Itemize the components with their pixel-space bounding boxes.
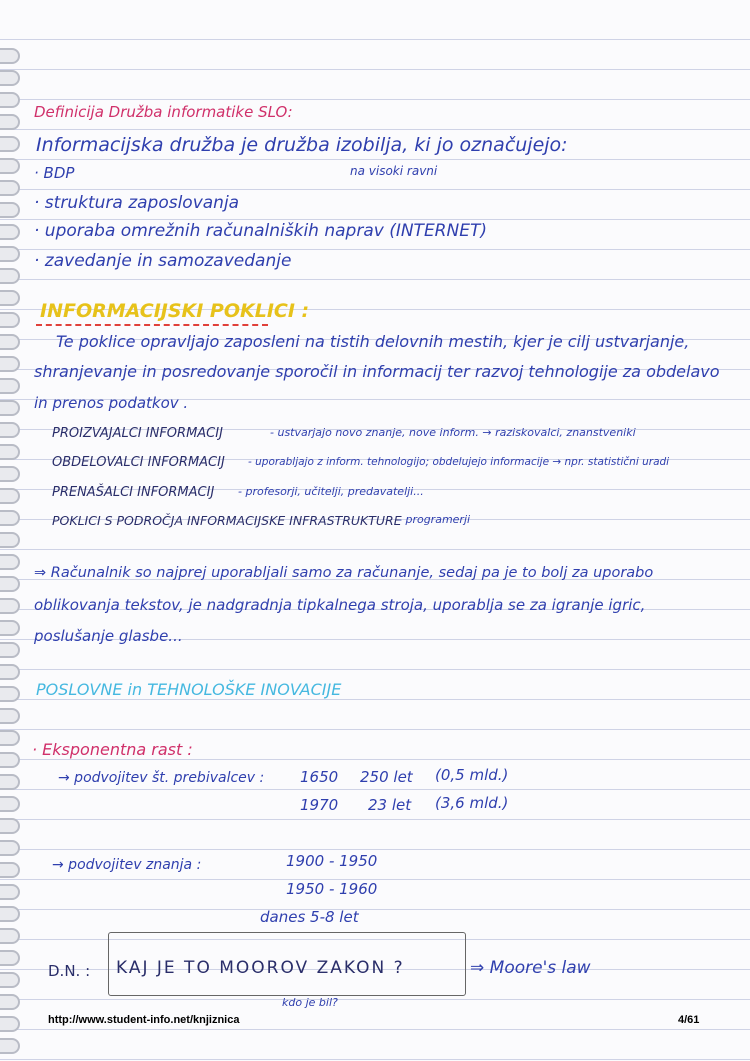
bullet-uporaba: · uporaba omrežnih računalniških naprav (INTERNET) (34, 221, 487, 241)
racunalnik-line-1: ⇒ Računalnik so najprej uporabljali samo za računanje, sedaj pa je to bolj za uporabo (34, 565, 654, 581)
binding-ring (0, 136, 20, 152)
binding-ring (0, 994, 20, 1010)
poklic-note-infrastruktura: - programerji (398, 513, 471, 526)
binding-ring (0, 488, 20, 504)
binding-ring (0, 290, 20, 306)
binding-ring (0, 510, 20, 526)
eksponentna-rast-heading: · Eksponentna rast : (32, 740, 193, 759)
spiral-binding (0, 0, 30, 1061)
binding-ring (0, 92, 20, 108)
binding-ring (0, 862, 20, 878)
poklici-para-line-2: shranjevanje in posredovanje sporočil in informacij ter razvoj tehnologije za obdelavo (34, 362, 720, 381)
poklic-note-prenasalci: - profesorji, učitelji, predavatelji... (238, 485, 424, 498)
binding-ring (0, 312, 20, 328)
binding-ring (0, 1016, 20, 1032)
prebivalci-count-2: (3,6 mld.) (435, 794, 509, 812)
binding-ring (0, 708, 20, 724)
heading-underline (36, 324, 268, 326)
binding-ring (0, 422, 20, 438)
binding-ring (0, 950, 20, 966)
binding-ring (0, 642, 20, 658)
binding-ring (0, 1038, 20, 1054)
binding-ring (0, 444, 20, 460)
bullet-struktura: · struktura zaposlovanja (34, 193, 240, 213)
poklic-label-infrastruktura: POKLICI S PODROČJA INFORMACIJSKE INFRASTRUKTURE (52, 513, 402, 528)
binding-ring (0, 466, 20, 482)
binding-ring (0, 158, 20, 174)
binding-ring (0, 268, 20, 284)
binding-ring (0, 378, 20, 394)
binding-ring (0, 884, 20, 900)
moore-answer: ⇒ Moore's law (470, 958, 591, 978)
znanje-label: → podvojitev znanja : (52, 857, 202, 873)
poklic-label-obdelovalci: OBDELOVALCI INFORMACIJ (52, 455, 225, 470)
znanje-row-1: 1900 - 1950 (286, 852, 378, 870)
bullet-bdp: · BDP (34, 164, 75, 182)
binding-ring (0, 774, 20, 790)
dn-label: D.N. : (48, 962, 91, 980)
racunalnik-line-3: poslušanje glasbe... (34, 627, 183, 645)
racunalnik-line-2: oblikovanja tekstov, je nadgradnja tipkalnega stroja, uporablja se za igranje igric, (34, 596, 646, 614)
binding-ring (0, 400, 20, 416)
page-title: Definicija Družba informatike SLO: (34, 103, 293, 121)
binding-ring (0, 532, 20, 548)
binding-ring (0, 202, 20, 218)
znanje-row-2: 1950 - 1960 (286, 880, 378, 898)
poklici-para-line-3: in prenos podatkov . (34, 394, 189, 412)
binding-ring (0, 972, 20, 988)
binding-ring (0, 70, 20, 86)
moore-note: kdo je bil? (282, 996, 338, 1009)
definition-line: Informacijska družba je družba izobilja, ki jo označujejo: (36, 134, 568, 156)
prebivalci-label: → podvojitev št. prebivalcev : (58, 770, 265, 786)
binding-ring (0, 246, 20, 262)
znanje-row-3: danes 5-8 let (260, 908, 359, 926)
prebivalci-year-1: 1650 (300, 768, 339, 786)
binding-ring (0, 356, 20, 372)
binding-ring (0, 664, 20, 680)
binding-ring (0, 796, 20, 812)
footer-page-number: 4/61 (678, 1014, 700, 1026)
bullet-zavedanje: · zavedanje in samozavedanje (34, 251, 292, 271)
moore-question: KAJ JE TO MOOROV ZAKON ? (116, 958, 405, 978)
binding-ring (0, 906, 20, 922)
heading-informacijski-poklici: INFORMACIJSKI POKLICI : (40, 300, 310, 322)
binding-ring (0, 576, 20, 592)
prebivalci-span-1: 250 let (360, 768, 413, 786)
poklic-label-proizvajalci: PROIZVAJALCI INFORMACIJ (52, 426, 223, 441)
binding-ring (0, 840, 20, 856)
binding-ring (0, 598, 20, 614)
binding-ring (0, 114, 20, 130)
binding-ring (0, 752, 20, 768)
prebivalci-span-2: 23 let (368, 796, 412, 814)
binding-ring (0, 928, 20, 944)
bullet-bdp-note: na visoki ravni (350, 164, 438, 178)
poklic-note-obdelovalci: - uporabljajo z inform. tehnologijo; obdelujejo informacije → npr. statistični uradi (248, 456, 670, 468)
binding-ring (0, 730, 20, 746)
poklic-label-prenasalci: PRENAŠALCI INFORMACIJ (52, 485, 215, 500)
poklic-note-proizvajalci: - ustvarjajo novo znanje, nove inform. → raziskovalci, znanstveniki (270, 426, 636, 439)
binding-ring (0, 818, 20, 834)
binding-ring (0, 334, 20, 350)
binding-ring (0, 224, 20, 240)
binding-ring (0, 686, 20, 702)
prebivalci-year-2: 1970 (300, 796, 339, 814)
footer-url[interactable]: http://www.student-info.net/knjiznica (48, 1014, 240, 1026)
poklici-para-line-1: Te poklice opravljajo zaposleni na tistih delovnih mestih, kjer je cilj ustvarjanje, (56, 332, 690, 351)
prebivalci-count-1: (0,5 mld.) (435, 766, 509, 784)
heading-inovacije: POSLOVNE in TEHNOLOŠKE INOVACIJE (36, 680, 342, 699)
binding-ring (0, 48, 20, 64)
binding-ring (0, 620, 20, 636)
binding-ring (0, 180, 20, 196)
binding-ring (0, 554, 20, 570)
